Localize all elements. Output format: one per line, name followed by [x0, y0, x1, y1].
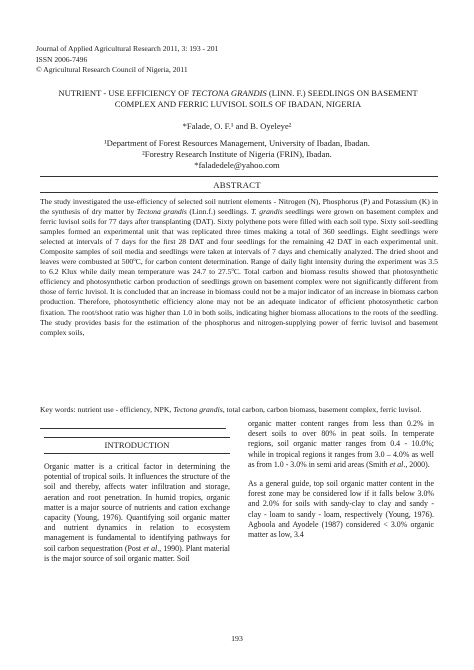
abstract-part-3: seedlings were grown on basement complex and ferric luvisol soils for 77 days after transplanting (DAT). Sixty polythene pots were filled with each soil type. Sixty soil-seedling samples formed an experimental unit that was replicated three times making a total of 360 seedlings. Eight seedlings were selected at intervals of 7 days for the first 28 DAT and four seedlings for the remaining 42 DAT in each experimental unit. Composite samples of soil media and seedlings were taken at intervals of 7 days and chemically analyzed. The dried shoot and leaves were combusted at 500ºC, for carbon content determination. Range of daily light intensity during the experiment was 3.5 to 6.2 Klux while daily mean temperature was 24.7 to 27.5ºC. Total carbon and biomass results showed that photosynthetic efficiency and photosynthetic carbon production of seedlings grown on basement complex were not significantly different from those of ferric luvisol. It is concluded that an increase in biomass could not be a major indicator of an increase in biomass carbon production. Therefore, photosynthetic efficiency alone may not be an adequate indicator of efficient photosynthetic carbon fixation. The root/shoot ratio was higher than 1.0 in both soils, indicating higher biomass allocations to the roots of the seedling. The study provides basis for the estimation of the phosphorus and nitrogen-supplying power of ferric luvisol and basement complex soils,	[40, 207, 439, 337]
left-paragraph-1	[44, 462, 230, 564]
divider-abstract	[40, 192, 438, 193]
journal-copyright: © Agricultural Research Council of Nigeria, 2011	[36, 65, 188, 75]
abstract-text	[40, 197, 438, 338]
divider-keywords	[40, 428, 226, 429]
divider-top	[40, 176, 438, 177]
journal-citation: Journal of Applied Agricultural Research 2011, 3: 193 - 201	[36, 44, 219, 53]
left-p1-part-1: Organic matter is a critical factor in determining the potential of tropical soils. It influences the structure of the soil and thereby, affects water infiltration and storage, aeration and root penetration. In humid tropics, organic matter is a major source of nutrients and cation exchange capacity (Young, 1976). Quantifying soil organic matter and nutrient dynamics in relation to ecosystem management is fundamental to identifying pathways for soil carbon sequestration (Post	[44, 462, 230, 553]
affiliation-2: ²Forestry Research Institute of Nigeria (FRIN), Ibadan.	[142, 149, 332, 160]
right-paragraph-2: As a general guide, top soil organic matter content in the forest zone may be considered low if it falls below 3.0% and 2.0% for soils with sandy-clay to clay and sandy - clay - loam to sandy - loam, respectively (Young, 1976). Agboola and Ayodele (1987) considered < 3.0% organic matter as low, 3.4	[248, 479, 434, 540]
keywords	[40, 405, 438, 415]
title-species: TECTONA GRANDIS	[191, 88, 267, 98]
keywords-part-2: , total carbon, carbon biomass, basement complex, ferric luvisol.	[222, 405, 422, 414]
journal-header	[36, 44, 218, 76]
introduction-heading: INTRODUCTION	[104, 440, 170, 450]
title-part-1: NUTRIENT - USE EFFICIENCY OF	[58, 88, 192, 98]
journal-issn: ISSN 2006-7496	[36, 54, 88, 64]
affiliation-1: ¹Department of Forest Resources Management, University of Ibadan, Ibadan.	[104, 138, 370, 148]
left-column	[44, 462, 230, 573]
keywords-species: Tectona grandis	[173, 405, 223, 414]
affiliations	[0, 138, 474, 172]
abstract-part-1: The study investigated the use-efficiency of selected soil nutrient elements - Nitrogen (N), Phosphorus (P) and Potassium (K) in the synthesis of dry matter by	[40, 197, 438, 217]
title-part-2: (LINN. F.) SEEDLINGS ON BASEMENT COMPLEX AND FERRIC LUVISOL SOILS OF IBADAN, NIGERIA	[114, 88, 418, 109]
right-p1-part-1: organic matter content ranges from less than 0.2% in desert soils to over 80% in peat soils. In temperate regions, soil organic matter ranges from 0.4 - 10.0%; while in tropical regions it ranges from 3.0 – 4.0% as well as from 1.0 - 3.0% in semi arid areas (Smith	[248, 419, 434, 469]
authors: *Falade, O. F.¹ and B. Oyeleye²	[182, 121, 292, 131]
abstract-species-1: Tectona grandis	[136, 207, 187, 217]
abstract-part-2: (Linn.f.) seedlings.	[186, 207, 252, 217]
abstract-species-2: T. grandis	[251, 207, 283, 217]
left-p1-part-2: ., 1990). Plant material is the major source of soil organic matter. Soil	[44, 543, 230, 563]
left-p1-etal: et al	[143, 543, 158, 553]
paper-title	[40, 88, 436, 110]
page-number: 193	[231, 634, 243, 643]
right-p1-etal: et al	[389, 459, 404, 469]
abstract-heading: ABSTRACT	[213, 180, 261, 190]
right-column	[248, 419, 434, 549]
keywords-part-1: Key words: nutrient use - efficiency, NPK,	[40, 405, 174, 414]
corresponding-email: *faladedele@yahoo.com	[194, 160, 280, 171]
right-p1-part-2: ., 2000).	[403, 459, 430, 469]
right-paragraph-1	[248, 419, 434, 470]
